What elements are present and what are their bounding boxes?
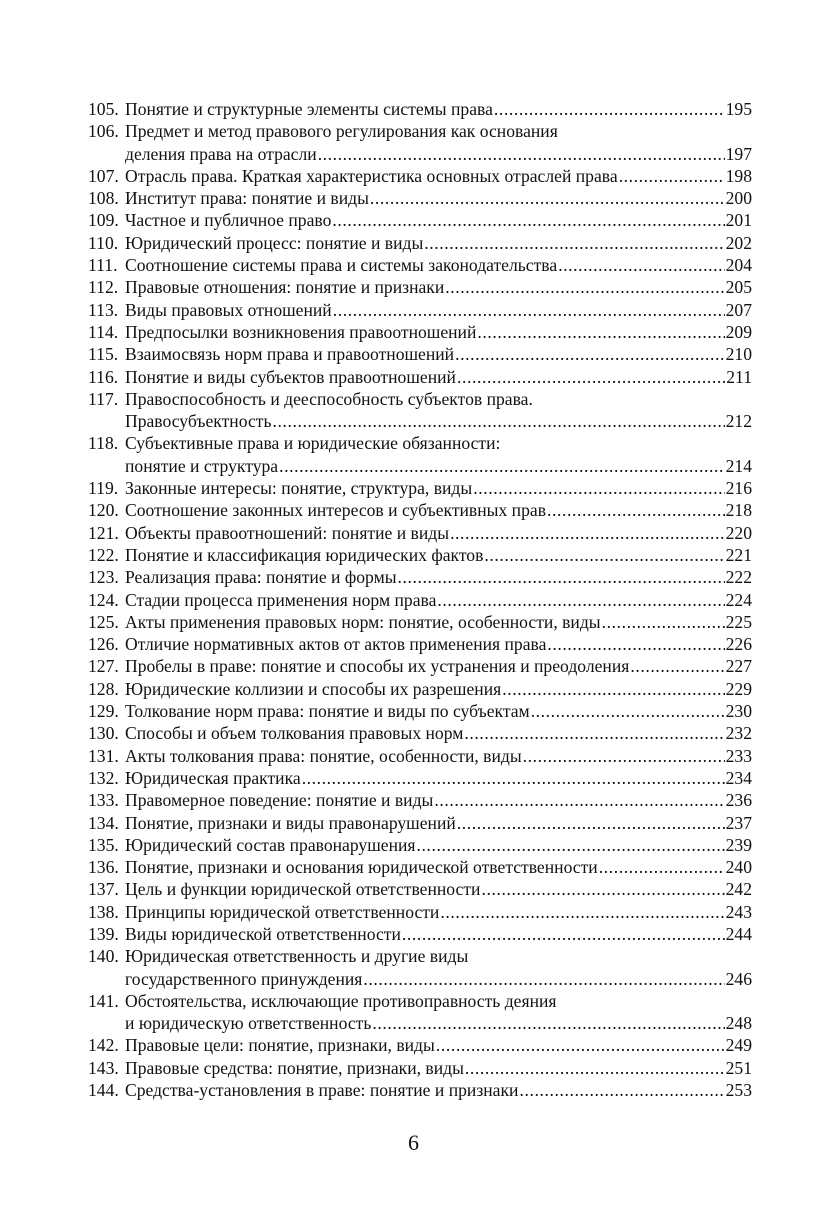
toc-entry [88, 366, 752, 388]
toc-entry-title: Правоспособность и дееспособность субъектов права. [125, 388, 533, 409]
toc-entry-number: 137. [88, 879, 119, 900]
toc-entry-title: Институт права: понятие и виды [125, 188, 369, 209]
toc-line [88, 789, 752, 811]
toc-entry-title: Реализация права: понятие и формы [125, 567, 397, 588]
toc-leader-dots [502, 678, 724, 700]
toc-entry [88, 901, 752, 923]
toc-line [88, 700, 752, 722]
toc-leader-dots [455, 343, 725, 365]
toc-line [88, 745, 752, 767]
toc-entry-page: 222 [725, 567, 752, 588]
toc-entry [88, 812, 752, 834]
toc-entry-page: 210 [725, 344, 752, 365]
toc-entry-number: 136. [88, 857, 119, 878]
toc-entry-number: 127. [88, 656, 119, 677]
toc-entry-title: государственного принуждения [125, 968, 363, 989]
toc-entry [88, 120, 752, 165]
toc-leader-dots [436, 1034, 725, 1056]
toc-leader-dots [599, 856, 725, 878]
toc-line [88, 633, 752, 655]
toc-entry-title: Цель и функции юридической ответственности [125, 879, 481, 900]
toc-line [88, 611, 752, 633]
toc-entry-number: 112. [88, 277, 119, 298]
toc-entry-number: 142. [88, 1035, 119, 1056]
toc-line [88, 1012, 752, 1034]
toc-leader-dots [519, 1079, 724, 1101]
toc-entry [88, 187, 752, 209]
toc-entry-number: 128. [88, 678, 119, 699]
toc-leader-dots [417, 834, 725, 856]
toc-entry-title: Соотношение системы права и системы законодательства [125, 255, 558, 276]
toc-entry-number: 141. [88, 990, 119, 1011]
toc-entry-page: 233 [725, 745, 752, 766]
toc-line [88, 209, 752, 231]
toc-line [88, 499, 752, 521]
toc-entry-page: 198 [725, 165, 752, 186]
toc-entry-page: 224 [725, 589, 752, 610]
toc-entry-page: 205 [725, 277, 752, 298]
toc-line [88, 1057, 752, 1079]
toc-entry-page: 229 [725, 678, 752, 699]
toc-leader-dots [363, 968, 724, 990]
toc-entry-page: 248 [725, 1013, 752, 1034]
toc-entry [88, 1057, 752, 1079]
toc-line [88, 120, 752, 142]
toc-entry-title: Понятие и виды субъектов правоотношений [125, 366, 456, 387]
toc-entry-number: 110. [88, 232, 119, 253]
toc-entry-number: 123. [88, 567, 119, 588]
toc-entry [88, 477, 752, 499]
toc-line [88, 143, 752, 165]
toc-entry [88, 834, 752, 856]
toc-entry-title: деления права на отрасли [125, 143, 317, 164]
toc-entry-number: 106. [88, 121, 119, 142]
toc-entry-title: Юридическая практика [125, 767, 301, 788]
toc-entry-page: 212 [725, 411, 752, 432]
toc-entry-number: 124. [88, 589, 119, 610]
toc-entry [88, 589, 752, 611]
toc-entry-title: Понятие, признаки и виды правонарушений [125, 812, 456, 833]
toc-entry-page: 197 [725, 143, 752, 164]
toc-entry [88, 611, 752, 633]
toc-entry [88, 432, 752, 477]
toc-entry-title: Принципы юридической ответственности [125, 901, 440, 922]
toc-leader-dots [602, 611, 725, 633]
toc-entry-title: Понятие и структурные элементы системы права [125, 99, 493, 119]
toc-leader-dots [457, 366, 725, 388]
toc-leader-dots [494, 98, 725, 120]
toc-leader-dots [558, 254, 724, 276]
toc-entry-number: 126. [88, 634, 119, 655]
toc-entry [88, 209, 752, 231]
toc-entry-title: понятие и структура [125, 455, 279, 476]
toc-entry [88, 678, 752, 700]
toc-line [88, 678, 752, 700]
toc-entry-page: 225 [725, 611, 752, 632]
toc-leader-dots [440, 901, 724, 923]
toc-leader-dots [332, 209, 724, 231]
toc-entry-title: Пробелы в праве: понятие и способы их устранения и преодоления [125, 656, 630, 677]
toc-entry-number: 144. [88, 1080, 119, 1101]
toc-entry-title: Отличие нормативных актов от актов применения права [125, 634, 547, 655]
toc-line [88, 968, 752, 990]
toc-entry-number: 143. [88, 1057, 119, 1078]
toc-entry-title: Правовые цели: понятие, признаки, виды [125, 1035, 435, 1056]
toc-entry-title: Виды юридической ответственности [125, 923, 401, 944]
toc-entry [88, 923, 752, 945]
toc-leader-dots [272, 410, 724, 432]
toc-leader-dots [477, 321, 724, 343]
toc-entry-number: 116. [88, 366, 119, 387]
toc-entry-number: 135. [88, 834, 119, 855]
toc-leader-dots [372, 1012, 724, 1034]
toc-entry-page: 221 [725, 544, 752, 565]
toc-line [88, 165, 752, 187]
toc-line [88, 299, 752, 321]
toc-entry [88, 499, 752, 521]
toc-line [88, 1034, 752, 1056]
toc-line [88, 98, 752, 120]
toc-entry [88, 633, 752, 655]
toc-entry-number: 130. [88, 723, 119, 744]
toc-entry-page: 239 [725, 834, 752, 855]
toc-entry-title: Взаимосвязь норм права и правоотношений [125, 344, 455, 365]
toc-entry-page: 227 [725, 656, 752, 677]
toc-line [88, 432, 752, 454]
toc-entry-page: 246 [725, 968, 752, 989]
toc-entry-title: Средства-установления в праве: понятие и признаки [125, 1080, 519, 1101]
toc-entry [88, 856, 752, 878]
toc-line [88, 410, 752, 432]
toc-line [88, 812, 752, 834]
toc-entry-page: 230 [725, 701, 752, 722]
toc-entry-number: 121. [88, 522, 119, 543]
toc-entry-page: 207 [725, 299, 752, 320]
toc-entry-number: 133. [88, 790, 119, 811]
toc-entry-number: 131. [88, 745, 119, 766]
toc-entry [88, 878, 752, 900]
toc-entry-title: Юридическая ответственность и другие виды [125, 946, 469, 967]
toc-entry [88, 722, 752, 744]
toc-line [88, 254, 752, 276]
toc-leader-dots [398, 566, 725, 588]
toc-leader-dots [465, 1057, 725, 1079]
toc-entry-page: 202 [725, 232, 752, 253]
toc-entry-title: Правовые отношения: понятие и признаки [125, 277, 445, 298]
table-of-contents [88, 98, 752, 1101]
toc-leader-dots [318, 143, 725, 165]
toc-entry [88, 522, 752, 544]
toc-entry-number: 120. [88, 500, 119, 521]
toc-entry [88, 700, 752, 722]
toc-line [88, 455, 752, 477]
toc-leader-dots [547, 633, 724, 655]
toc-entry [88, 767, 752, 789]
toc-entry [88, 566, 752, 588]
toc-entry [88, 98, 752, 120]
toc-entry-number: 134. [88, 812, 119, 833]
toc-line [88, 945, 752, 967]
toc-leader-dots [445, 276, 724, 298]
toc-leader-dots [473, 477, 724, 499]
toc-leader-dots [531, 700, 725, 722]
toc-line [88, 878, 752, 900]
toc-entry-page: 240 [725, 857, 752, 878]
toc-entry-title: Виды правовых отношений [125, 299, 332, 320]
toc-entry-title: Акты толкования права: понятие, особенности, виды [125, 745, 522, 766]
toc-entry-number: 105. [88, 99, 119, 119]
toc-entry-title: Правомерное поведение: понятие и виды [125, 790, 434, 811]
toc-entry [88, 276, 752, 298]
toc-entry [88, 299, 752, 321]
toc-entry-page: 195 [725, 99, 752, 119]
toc-entry-title: Толкование норм права: понятие и виды по субъектам [125, 701, 530, 722]
toc-entry-title: Объекты правоотношений: понятие и виды [125, 522, 450, 543]
toc-line [88, 477, 752, 499]
toc-entry-page: 232 [725, 723, 752, 744]
toc-entry-page: 201 [725, 210, 752, 231]
toc-entry-title: Стадии процесса применения норм права [125, 589, 437, 610]
toc-leader-dots [424, 232, 724, 254]
toc-leader-dots [434, 789, 724, 811]
toc-entry-title: Обстоятельства, исключающие противоправность деяния [125, 990, 557, 1011]
toc-line [88, 655, 752, 677]
toc-line [88, 566, 752, 588]
toc-leader-dots [302, 767, 725, 789]
toc-leader-dots [457, 812, 725, 834]
toc-entry-page: 251 [725, 1057, 752, 1078]
toc-entry [88, 945, 752, 990]
toc-line [88, 321, 752, 343]
toc-entry-title: Правовые средства: понятие, признаки, виды [125, 1057, 464, 1078]
toc-entry-title: Понятие и классификация юридических фактов [125, 544, 484, 565]
toc-leader-dots [333, 299, 725, 321]
toc-entry-title: Юридический состав правонарушения [125, 834, 416, 855]
toc-entry-number: 125. [88, 611, 119, 632]
toc-leader-dots [402, 923, 725, 945]
toc-line [88, 232, 752, 254]
toc-entry-number: 117. [88, 388, 119, 409]
toc-line [88, 522, 752, 544]
toc-line [88, 856, 752, 878]
toc-entry-page: 249 [725, 1035, 752, 1056]
toc-entry [88, 789, 752, 811]
page-number: 6 [408, 1130, 419, 1155]
toc-entry-page: 218 [725, 500, 752, 521]
toc-entry-title: Субъективные права и юридические обязанности: [125, 433, 501, 454]
toc-line [88, 589, 752, 611]
toc-line [88, 388, 752, 410]
toc-entry-page: 226 [725, 634, 752, 655]
toc-entry-number: 111. [88, 255, 118, 276]
toc-leader-dots [370, 187, 725, 209]
toc-leader-dots [619, 165, 725, 187]
toc-entry [88, 1079, 752, 1101]
toc-entry-number: 107. [88, 165, 119, 186]
toc-leader-dots [279, 455, 725, 477]
toc-entry-number: 114. [88, 321, 119, 342]
toc-entry-number: 109. [88, 210, 119, 231]
toc-entry-page: 244 [725, 923, 752, 944]
toc-leader-dots [464, 722, 724, 744]
toc-leader-dots [437, 589, 724, 611]
toc-entry-title: Понятие, признаки и основания юридической ответственности [125, 857, 598, 878]
toc-line [88, 767, 752, 789]
toc-line [88, 276, 752, 298]
toc-line [88, 366, 752, 388]
toc-entry [88, 254, 752, 276]
toc-line [88, 1079, 752, 1101]
toc-entry-page: 243 [725, 901, 752, 922]
toc-entry-page: 236 [725, 790, 752, 811]
toc-entry-number: 113. [88, 299, 119, 320]
toc-entry-page: 253 [725, 1080, 752, 1101]
toc-entry-number: 129. [88, 701, 119, 722]
toc-entry [88, 321, 752, 343]
toc-entry [88, 655, 752, 677]
toc-entry-title: и юридическую ответственность [125, 1013, 372, 1034]
toc-entry-title: Частное и публичное право [125, 210, 332, 231]
toc-leader-dots [523, 745, 725, 767]
toc-entry-number: 139. [88, 923, 119, 944]
toc-line [88, 187, 752, 209]
toc-entry-page: 204 [725, 255, 752, 276]
toc-entry-number: 138. [88, 901, 119, 922]
toc-entry-title: Предпосылки возникновения правоотношений [125, 321, 477, 342]
toc-entry [88, 343, 752, 365]
toc-entry-number: 115. [88, 344, 119, 365]
toc-leader-dots [547, 499, 725, 521]
toc-entry-number: 140. [88, 946, 119, 967]
toc-entry-title: Законные интересы: понятие, структура, виды [125, 478, 473, 499]
toc-entry-page: 200 [725, 188, 752, 209]
toc-line [88, 834, 752, 856]
toc-line [88, 544, 752, 566]
toc-line [88, 722, 752, 744]
toc-line [88, 990, 752, 1012]
toc-entry-title: Юридический процесс: понятие и виды [125, 232, 424, 253]
toc-entry-page: 237 [725, 812, 752, 833]
toc-entry-page: 234 [725, 767, 752, 788]
toc-entry-page: 214 [725, 455, 752, 476]
toc-entry [88, 990, 752, 1035]
toc-entry-title: Юридические коллизии и способы их разрешения [125, 678, 502, 699]
toc-entry-title: Способы и объем толкования правовых норм [125, 723, 464, 744]
toc-entry-title: Предмет и метод правового регулирования как основания [125, 121, 558, 142]
toc-leader-dots [450, 522, 725, 544]
toc-entry [88, 165, 752, 187]
toc-entry-page: 242 [725, 879, 752, 900]
toc-entry [88, 1034, 752, 1056]
toc-entry-page: 211 [726, 366, 752, 387]
toc-leader-dots [481, 878, 724, 900]
toc-entry-number: 118. [88, 433, 119, 454]
toc-entry-number: 108. [88, 188, 119, 209]
toc-leader-dots [484, 544, 724, 566]
toc-entry-title: Правосубъектность [125, 411, 272, 432]
toc-entry-number: 122. [88, 544, 119, 565]
toc-entry-title: Акты применения правовых норм: понятие, особенности, виды [125, 611, 601, 632]
toc-entry [88, 232, 752, 254]
toc-entry [88, 745, 752, 767]
toc-entry-page: 209 [725, 321, 752, 342]
toc-entry-page: 220 [725, 522, 752, 543]
toc-entry [88, 544, 752, 566]
toc-line [88, 923, 752, 945]
toc-entry-number: 132. [88, 767, 119, 788]
toc-line [88, 901, 752, 923]
toc-entry-page: 216 [725, 478, 752, 499]
toc-entry-title: Соотношение законных интересов и субъективных прав [125, 500, 546, 521]
toc-line [88, 343, 752, 365]
toc-entry-number: 119. [88, 478, 119, 499]
toc-entry [88, 388, 752, 433]
toc-entry-title: Отрасль права. Краткая характеристика основных отраслей права [125, 165, 618, 186]
toc-leader-dots [630, 655, 724, 677]
